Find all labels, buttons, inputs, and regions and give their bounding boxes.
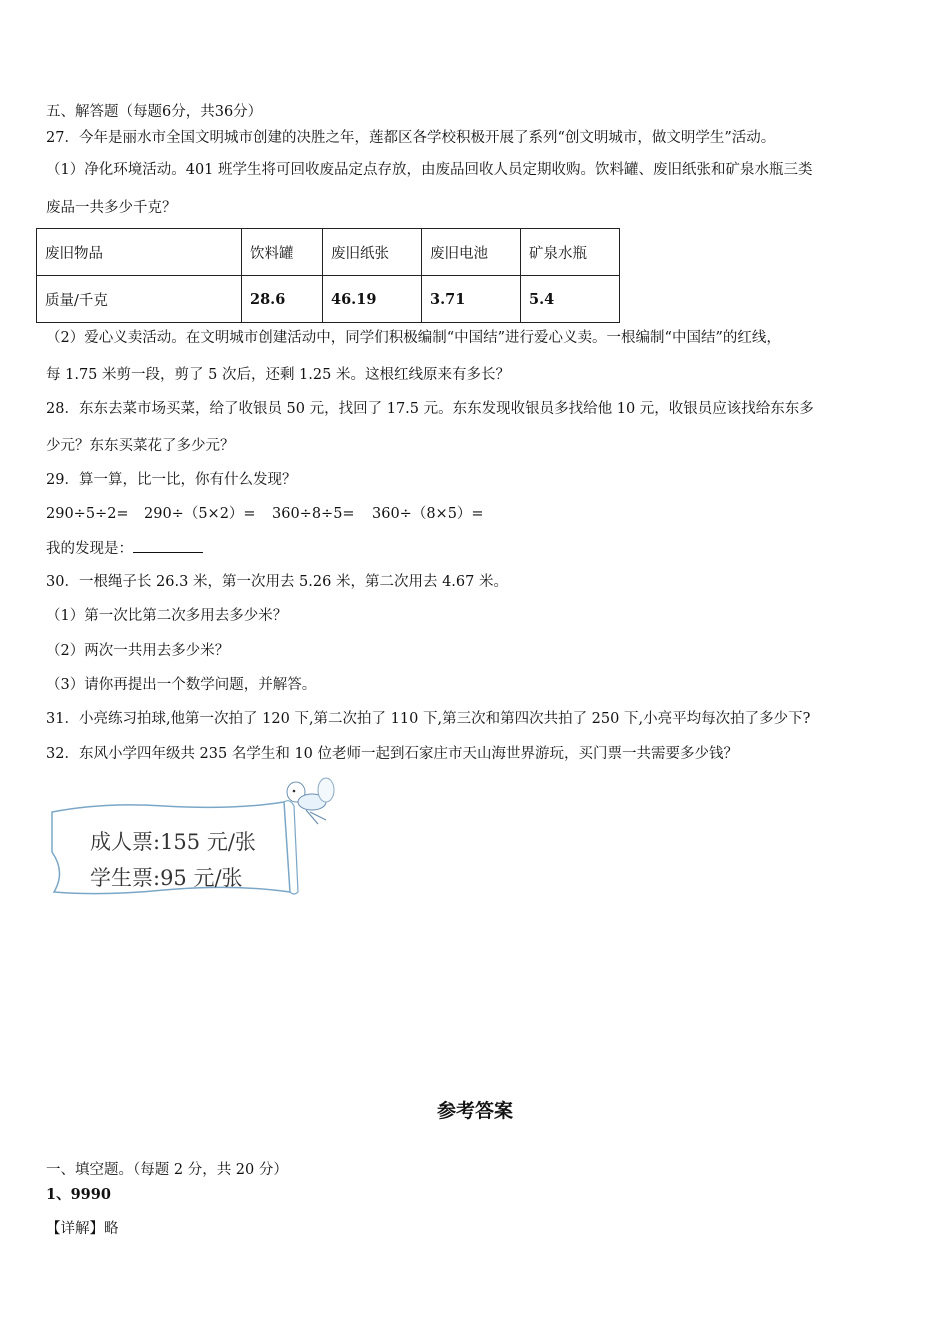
q27-part2-line2: 每 1.75 米剪一段，剪了 5 次后，还剩 1.25 米。这根红线原来有多长？ — [46, 367, 510, 383]
table-header-cell: 矿泉水瓶 — [521, 229, 620, 276]
answer-1: 1、9990 — [46, 1186, 111, 1203]
answer-detail: 【详解】略 — [46, 1221, 119, 1237]
q27-part2-line1: （2）爱心义卖活动。在文明城市创建活动中，同学们积极编制“中国结”进行爱心义卖。一根编制“中国结”的红线， — [46, 330, 781, 346]
table-header-cell: 废旧物品 — [37, 229, 242, 276]
table-header-cell: 饮料罐 — [242, 229, 323, 276]
answers-section1: 一、填空题。（每题 2 分，共 20 分） — [46, 1162, 288, 1178]
q28-line1: 28．东东去菜市场买菜，给了收银员 50 元，找回了 17.5 元。东东发现收银员多找给他 10 元，收银员应该找给东东多 — [46, 401, 814, 417]
section-heading: 五、解答题（每题6分，共36分） — [46, 104, 263, 120]
table-cell: 3.71 — [422, 276, 521, 323]
table-cell: 28.6 — [242, 276, 323, 323]
q29-finding — [46, 538, 203, 559]
q29-expr3: 360÷8÷5= — [272, 506, 355, 522]
q29-expr1: 290÷5÷2= — [46, 506, 129, 522]
q30-sub2: （2）两次一共用去多少米？ — [46, 643, 230, 659]
q29-finding-label: 我的发现是： — [46, 541, 133, 557]
table-cell: 46.19 — [323, 276, 422, 323]
q29-expr2: 290÷（5×2）= — [144, 506, 256, 522]
table-header-cell: 废旧电池 — [422, 229, 521, 276]
q30-sub3: （3）请你再提出一个数学问题，并解答。 — [46, 677, 317, 693]
q31-stem: 31．小亮练习拍球,他第一次拍了 120 下,第二次拍了 110 下,第三次和第四次共拍了 250 下,小亮平均每次拍了多少下? — [46, 711, 811, 727]
q27-part1-line1: （1）净化环境活动。401 班学生将可回收废品定点存放，由废品回收人员定期收购。饮料罐、废旧纸张和矿泉水瓶三类 — [46, 162, 813, 178]
table-cell: 5.4 — [521, 276, 620, 323]
table-row — [37, 276, 620, 323]
q30-stem: 30．一根绳子长 26.3 米，第一次用去 5.26 米，第二次用去 4.67 米。 — [46, 574, 508, 590]
ticket-student-price: 学生票:95 元/张 — [90, 866, 243, 890]
q29-stem: 29．算一算，比一比，你有什么发现？ — [46, 472, 297, 488]
q27-part1-line2: 废品一共多少千克？ — [46, 200, 177, 216]
q28-line2: 少元？东东买菜花了多少元？ — [46, 438, 235, 454]
ticket-adult-price: 成人票:155 元/张 — [90, 830, 256, 854]
q27-stem: 27．今年是丽水市全国文明城市创建的决胜之年，莲都区各学校积极开展了系列“创文明城市，做文明学生”活动。 — [46, 130, 776, 146]
q32-stem: 32．东风小学四年级共 235 名学生和 10 位老师一起到石家庄市天山海世界游玩，买门票一共需要多少钱？ — [46, 746, 739, 762]
table-header-cell: 废旧纸张 — [323, 229, 422, 276]
answers-title: 参考答案 — [436, 1100, 513, 1122]
q29-expr4: 360÷（8×5）= — [372, 506, 484, 522]
q30-sub1: （1）第一次比第二次多用去多少米？ — [46, 608, 288, 624]
waste-table — [36, 228, 620, 323]
table-row-label: 质量/千克 — [37, 276, 242, 323]
answer-blank — [133, 538, 203, 553]
table-header-row — [37, 229, 620, 276]
ticket-price-board — [44, 772, 344, 902]
